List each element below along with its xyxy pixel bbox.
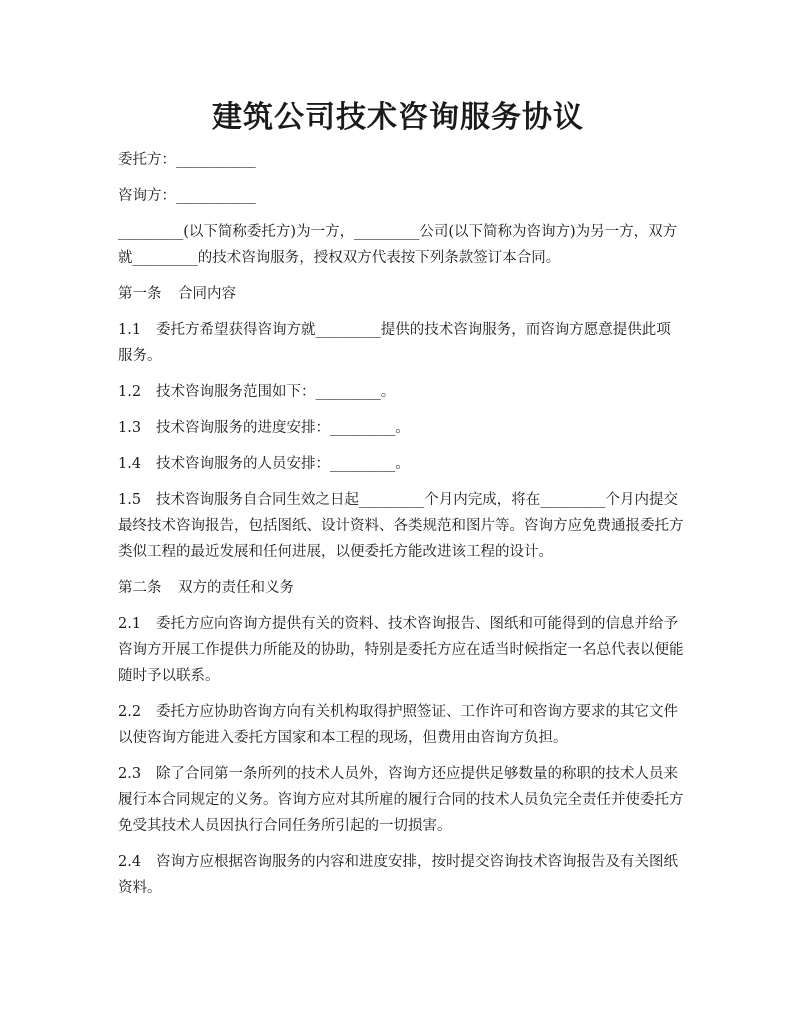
document-title: 建筑公司技术咨询服务协议 (212, 100, 584, 135)
clause-number: 2.4 (118, 854, 142, 870)
document-body (118, 147, 684, 911)
clause-2-1 (118, 611, 684, 689)
article-1-label: 第一条 (118, 286, 162, 302)
clause-1-2 (118, 379, 684, 405)
clause-number: 1.4 (118, 456, 142, 472)
clause-text: 技术咨询服务自合同生效之日起_________个月内完成，将在_________个月内提交最终技术咨询报告，包括图纸、设计资料、各类规范和图片等。咨询方应免费通报委托方类似工程的最近发展和任何进展，以便委托方能改进该工程的设计。 (118, 492, 684, 560)
clause-number: 2.3 (118, 766, 142, 782)
clause-text: 委托方希望获得咨询方就_________提供的技术咨询服务，而咨询方愿意提供此项服务。 (118, 322, 671, 364)
clause-2-2 (118, 699, 684, 751)
clause-text: 技术咨询服务的人员安排：_________。 (156, 456, 410, 472)
article-2-label: 第二条 (118, 580, 162, 596)
clause-2-3 (118, 761, 684, 839)
clause-text: 咨询方应根据咨询服务的内容和进度安排，按时提交咨询技术咨询报告及有关图纸资料。 (118, 854, 678, 896)
article-1-title: 合同内容 (178, 286, 236, 302)
clause-text: 委托方应协助咨询方向有关机构取得护照签证、工作许可和咨询方要求的其它文件以使咨询方能进入委托方国家和本工程的现场，但费用由咨询方负担。 (118, 704, 678, 746)
intro-paragraph: _________(以下简称委托方)为一方，_________公司(以下简称为咨询方)为另一方，双方就_________的技术咨询服务，授权双方代表按下列条款签订本合同。 (118, 224, 678, 266)
clause-number: 1.5 (118, 492, 142, 508)
article-2-heading (118, 575, 684, 601)
clause-number: 1.2 (118, 384, 142, 400)
clause-text: 除了合同第一条所列的技术人员外，咨询方还应提供足够数量的称职的技术人员来履行本合同规定的义务。咨询方应对其所雇的履行合同的技术人员负完全责任并使委托方免受其技术人员因执行合同任务所引起的一切损害。 (118, 766, 684, 834)
clause-text: 技术咨询服务的进度安排：_________。 (156, 420, 410, 436)
clause-number: 1.1 (118, 322, 142, 338)
article-2-title: 双方的责任和义务 (178, 580, 294, 596)
clause-number: 1.3 (118, 420, 142, 436)
clause-number: 2.1 (118, 616, 142, 632)
clause-1-4 (118, 451, 684, 477)
clause-1-5 (118, 487, 684, 565)
clause-1-3 (118, 415, 684, 441)
client-line: 委托方：___________ (118, 152, 256, 168)
article-1-heading (118, 281, 684, 307)
clause-text: 委托方应向咨询方提供有关的资料、技术咨询报告、图纸和可能得到的信息并给予咨询方开展工作提供力所能及的协助，特别是委托方应在适当时候指定一名总代表以便能随时予以联系。 (118, 616, 684, 684)
clause-1-1 (118, 317, 684, 369)
clause-2-4 (118, 849, 684, 901)
consultant-line: 咨询方：___________ (118, 188, 256, 204)
clause-text: 技术咨询服务范围如下：_________。 (156, 384, 396, 400)
clause-number: 2.2 (118, 704, 142, 720)
